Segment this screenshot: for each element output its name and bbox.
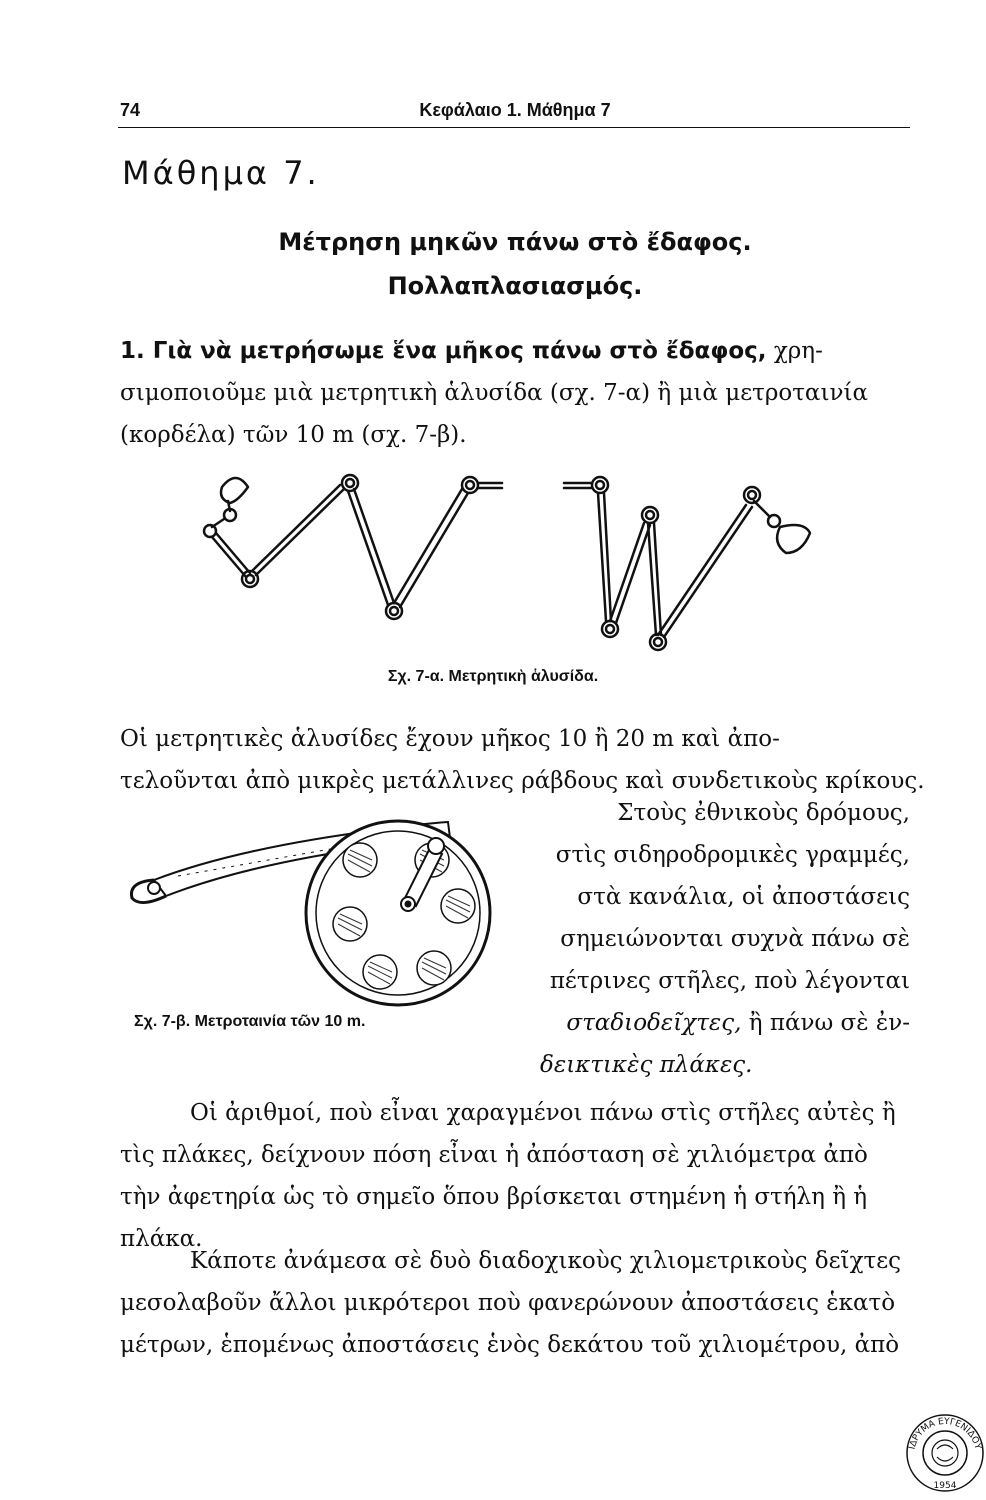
paragraph-3-line-2: τὶς πλάκες, δείχνουν πόση εἶναι ἡ ἀπόσταση σὲ χιλιόμετρα ἀπὸ	[120, 1142, 868, 1168]
paragraph-4	[120, 1240, 910, 1366]
paragraph-3-line-3: τὴν ἀφετηρία ὡς τὸ σημεῖο ὅπου βρίσκεται στημένη ἡ στήλη ἢ ἡ	[120, 1184, 868, 1210]
stamp-text: ΙΔΡΥΜΑ ΕΥΓΕΝΙΔΟΥ	[907, 1416, 983, 1451]
wrap-line-6	[540, 1010, 910, 1036]
stamp-year: 1954	[933, 1481, 957, 1491]
chain-right-handle	[777, 525, 810, 553]
paragraph-2-line-1: Οἱ μετρητικὲς ἁλυσίδες ἔχουν μῆκος 10 ἢ 20 m καὶ ἀπο-	[120, 726, 780, 752]
foundation-stamp	[900, 1405, 986, 1495]
measuring-tape-illustration	[118, 808, 528, 1008]
section-title-line1: Μέτρηση μηκῶν πάνω στὸ ἔδαφος.	[278, 228, 752, 256]
figure-7b-caption: Σχ. 7-β. Μετροταινία τῶν 10 m.	[134, 1013, 366, 1030]
page-header	[120, 100, 910, 124]
paragraph-1-line-2: σιμοποιοῦμε μιὰ μετρητικὴ ἁλυσίδα (σχ. 7-α) ἢ μιὰ μετροταινία	[120, 380, 869, 406]
wrap-line-5: πέτρινες στῆλες, ποὺ λέγονται	[549, 968, 910, 994]
paragraph-2-line-2: τελοῦνται ἀπὸ μικρὲς μετάλλινες ράβδους καὶ συνδετικοὺς κρίκους.	[120, 768, 925, 794]
paragraph-3-line-4: πλάκα.	[120, 1226, 203, 1252]
paragraph-4-line-2: μεσολαβοῦν ἄλλοι μικρότεροι ποὺ φανερώνουν ἀποστάσεις ἑκατὸ	[120, 1290, 896, 1316]
chain-left-handle	[221, 478, 248, 503]
lesson-heading: Μάθημα 7.	[122, 154, 320, 192]
wrap-line-1: Στοὺς ἐθνικοὺς δρόμους,	[617, 800, 910, 826]
term-endeiktikes-plakes: δεικτικὲς πλάκες.	[540, 1052, 753, 1078]
section-title-line2: Πολλαπλασιασμός.	[387, 272, 643, 300]
figure-7a-caption: Σχ. 7-α. Μετρητικὴ ἁλυσίδα.	[387, 668, 599, 685]
paragraph-3-line-1: Οἱ ἀριθμοί, ποὺ εἶναι χαραγμένοι πάνω στὶς στῆλες αὐτὲς ἢ	[190, 1100, 896, 1126]
svg-text:ΙΔΡΥΜΑ ΕΥΓΕΝΙΔΟΥ	[908, 1417, 983, 1451]
paragraph-1-lead: 1. Γιὰ νὰ μετρήσωμε ἕνα μῆκος πάνω στὸ ἔδαφος,	[120, 338, 767, 364]
wrap-line-7	[540, 1052, 910, 1078]
wrap-line-3: στὰ κανάλια, οἱ ἀποστάσεις	[577, 884, 910, 910]
header-rule	[118, 127, 910, 128]
paragraph-1-line-3: (κορδέλα) τῶν 10 m (σχ. 7-β).	[120, 422, 467, 448]
wrap-line-2: στὶς σιδηροδρομικὲς γραμμές,	[555, 842, 910, 868]
paragraph-1	[120, 330, 910, 456]
running-title: Κεφάλαιο 1. Μάθημα 7	[419, 100, 611, 120]
term-stadiodeichtes: σταδιοδεῖχτες,	[566, 1010, 742, 1036]
paragraph-3	[120, 1092, 910, 1260]
measuring-chain-illustration	[190, 465, 830, 660]
paragraph-4-line-3: μέτρων, ἑπομένως ἀποστάσεις ἑνὸς δεκάτου τοῦ χιλιομέτρου, ἀπὸ	[120, 1332, 900, 1358]
paragraph-2	[120, 718, 925, 802]
paragraph-1-line-1	[120, 330, 910, 372]
wrap-line-6-rest: ἢ πάνω σὲ ἐν-	[741, 1010, 910, 1036]
wrap-line-4: σημειώνονται συχνὰ πάνω σὲ	[560, 926, 910, 952]
paragraph-1-line-1-rest: χρη-	[766, 338, 823, 364]
paragraph-4-line-1: Κάποτε ἀνάμεσα σὲ δυὸ διαδοχικοὺς χιλιομετρικοὺς δεῖχτες	[190, 1248, 902, 1274]
page-number: 74	[120, 100, 141, 120]
